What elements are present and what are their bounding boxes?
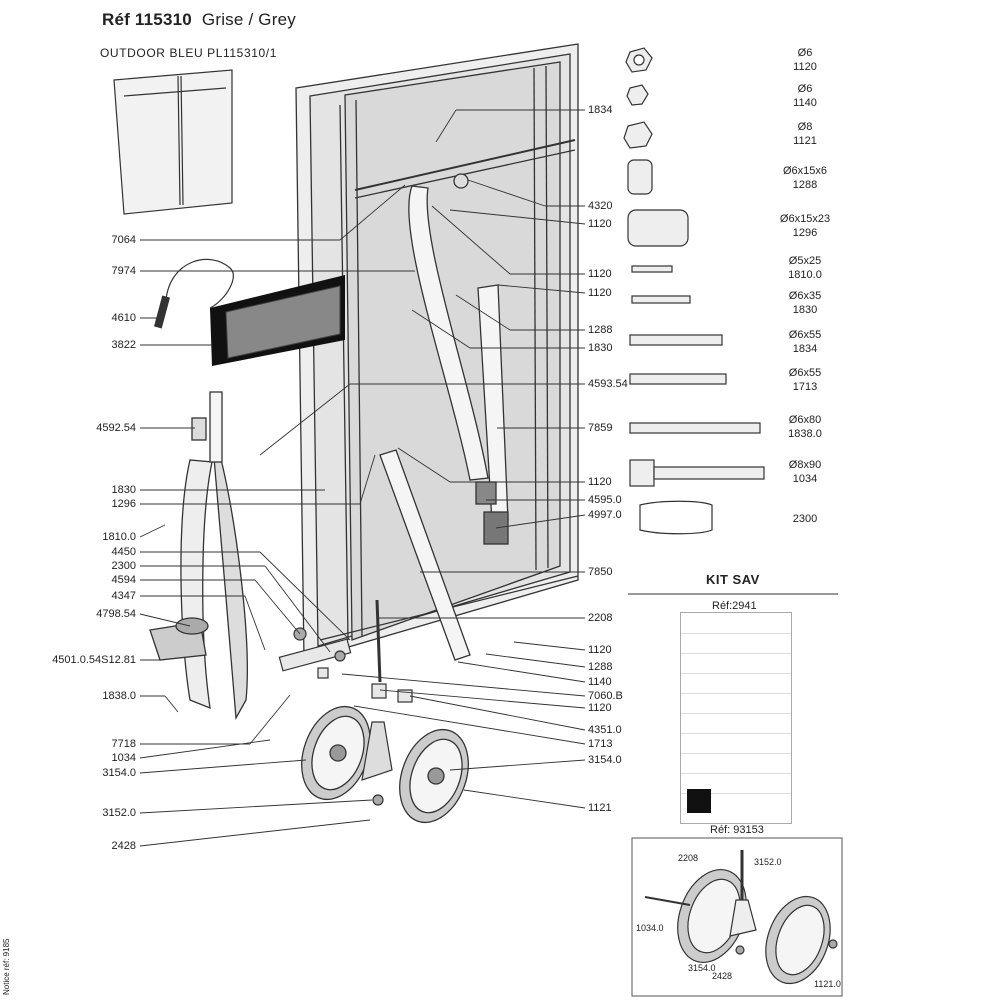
- label-1120-a: 1120: [588, 218, 612, 230]
- notice-reference: Notice réf: 9185: [2, 938, 11, 995]
- hardware-item: [770, 328, 840, 356]
- inset-label-3152-0: 3152.0: [754, 857, 782, 867]
- hardware-item: [770, 254, 840, 282]
- inset-label-1034-0: 1034.0: [636, 923, 664, 933]
- label-4997-0: 4997.0: [588, 509, 622, 521]
- hardware-code: 1830: [792, 304, 818, 316]
- label-2300: 2300: [111, 560, 136, 572]
- label-1288-a: 1288: [588, 324, 613, 336]
- label-7859: 7859: [588, 422, 613, 434]
- wheel-right: [388, 720, 481, 832]
- label-4593-54: 4593.54: [588, 378, 628, 390]
- table-row: [681, 693, 791, 694]
- hardware-code: 1296: [792, 227, 818, 239]
- hardware-item: [770, 458, 840, 486]
- hardware-code: 1120: [793, 61, 817, 73]
- label-1810-0: 1810.0: [102, 531, 136, 543]
- hardware-item: [770, 120, 840, 148]
- label-4594: 4594: [111, 574, 136, 586]
- model-subtitle: OUTDOOR BLEU PL115310/1: [100, 46, 277, 60]
- hardware-item: [770, 82, 840, 110]
- table-row: [681, 713, 791, 714]
- hardware-size: Ø8x90: [788, 459, 822, 471]
- label-3154-0-right: 3154.0: [588, 754, 622, 766]
- table-row: [681, 753, 791, 754]
- folded-table-thumbnail: [114, 70, 232, 214]
- label-4450: 4450: [111, 546, 136, 558]
- hardware-size: Ø5x25: [788, 255, 822, 267]
- table-row: [681, 653, 791, 654]
- label-3154-0-left: 3154.0: [102, 767, 136, 779]
- label-1121: 1121: [588, 802, 612, 814]
- net-thumbnail: [687, 789, 711, 813]
- label-7064: 7064: [111, 234, 136, 246]
- hardware-code: 1288: [792, 179, 818, 191]
- hardware-item: [770, 212, 840, 240]
- label-1713: 1713: [588, 738, 613, 750]
- label-1830-right: 1830: [588, 342, 613, 354]
- label-3152-0: 3152.0: [102, 807, 136, 819]
- hardware-size: Ø6: [797, 83, 813, 95]
- label-2208: 2208: [588, 612, 613, 624]
- label-7060-b: 7060.B: [588, 690, 623, 702]
- label-1120-b: 1120: [588, 268, 612, 280]
- label-1288-b: 1288: [588, 661, 613, 673]
- table-row: [681, 733, 791, 734]
- table-row: [681, 673, 791, 674]
- hardware-size: Ø6x80: [788, 414, 822, 426]
- hardware-item: [770, 289, 840, 317]
- hardware-code: 2300: [792, 513, 818, 525]
- kit-ref-2: Réf: 93153: [710, 824, 764, 836]
- hardware-size: Ø6x15x23: [779, 213, 831, 225]
- label-4351-0: 4351.0: [588, 724, 622, 736]
- hardware-item: [770, 164, 840, 192]
- label-1120-f: 1120: [588, 702, 612, 714]
- label-1296: 1296: [111, 498, 136, 510]
- label-7718: 7718: [111, 738, 136, 750]
- leg-frame: [150, 392, 247, 718]
- table-row: [681, 773, 791, 774]
- label-4610: 4610: [111, 312, 136, 324]
- hardware-size: Ø6: [797, 47, 813, 59]
- label-4592-54: 4592.54: [96, 422, 136, 434]
- label-4798-54: 4798.54: [96, 608, 136, 620]
- hardware-code: 1713: [792, 381, 818, 393]
- label-1120-e: 1120: [588, 644, 612, 656]
- kit-ref: Réf:2941: [712, 600, 757, 612]
- kit-parts-table: [680, 612, 792, 824]
- hardware-item: [770, 366, 840, 394]
- label-4347: 4347: [111, 590, 136, 602]
- label-1834: 1834: [588, 104, 613, 116]
- hardware-size: Ø8: [797, 121, 813, 133]
- inset-label-1121-0: 1121.0: [814, 979, 841, 989]
- hardware-code: 1834: [792, 343, 818, 355]
- hardware-code: 1810.0: [788, 269, 822, 281]
- hardware-pictograms: [624, 48, 764, 534]
- hardware-size: Ø6x35: [788, 290, 822, 302]
- label-4320: 4320: [588, 200, 613, 212]
- label-1140: 1140: [588, 676, 612, 688]
- hardware-code: 1838.0: [788, 428, 822, 440]
- label-1120-d: 1120: [588, 476, 612, 488]
- hardware-code: 1121: [793, 135, 817, 147]
- hardware-item: [770, 46, 840, 74]
- label-1838-0: 1838.0: [102, 690, 136, 702]
- label-1034: 1034: [111, 752, 136, 764]
- inset-label-2208: 2208: [678, 853, 699, 863]
- label-1830-left: 1830: [111, 484, 136, 496]
- label-4501: 4501.0.54S12.81: [52, 654, 136, 666]
- inset-label-3154-0: 3154.0: [688, 963, 716, 973]
- reference-number: Réf 115310: [102, 10, 192, 29]
- hardware-size: Ø6x55: [788, 329, 822, 341]
- inset-label-2428: 2428: [712, 971, 733, 981]
- hardware-code: 1140: [793, 97, 817, 109]
- label-7974: 7974: [111, 265, 136, 277]
- color-name: Grise / Grey: [201, 10, 296, 29]
- label-2428: 2428: [111, 840, 136, 852]
- label-7850: 7850: [588, 566, 613, 578]
- label-1120-c: 1120: [588, 287, 612, 299]
- hardware-item: [770, 413, 840, 441]
- hardware-size: Ø6x55: [788, 367, 822, 379]
- hardware-code: 1034: [792, 473, 818, 485]
- label-4595-0: 4595.0: [588, 494, 622, 506]
- table-row: [681, 633, 791, 634]
- label-3822: 3822: [111, 339, 136, 351]
- hardware-size: Ø6x15x6: [782, 165, 828, 177]
- kit-title: KIT SAV: [706, 572, 760, 587]
- hardware-item: [770, 512, 840, 526]
